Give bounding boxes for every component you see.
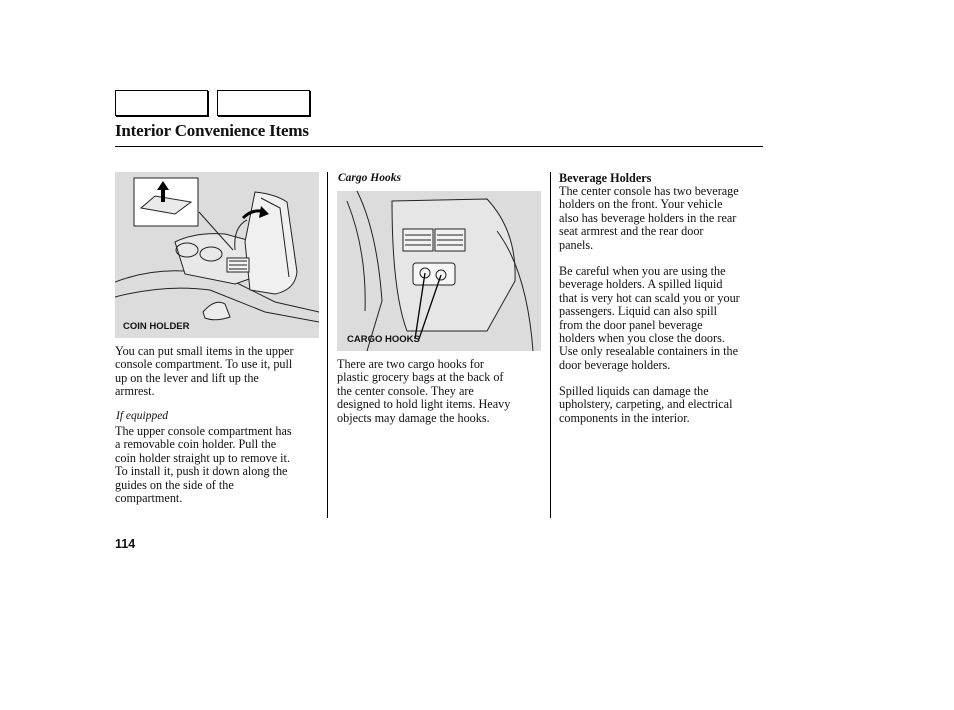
page-number: 114	[115, 537, 136, 551]
beverage-holders-text-3: Spilled liquids can damage the upholstery, carpeting, and electrical components in the interior.	[559, 384, 733, 425]
cargo-hooks-text: There are two cargo hooks for plastic grocery bags at the back of the center console. They are designed to hold light items. Heavy objects may damage the hooks.	[337, 357, 511, 425]
title-rule	[115, 146, 763, 147]
nav-tab-2[interactable]	[217, 90, 310, 116]
nav-tab-1[interactable]	[115, 90, 208, 116]
if-equipped-note: If equipped	[116, 410, 169, 422]
upper-console-text: You can put small items in the upper console compartment. To use it, pull up on the lever and lift up the armrest.	[115, 344, 294, 399]
cargo-hooks-caption: CARGO HOOKS	[347, 334, 420, 345]
cargo-hooks-figure	[337, 191, 541, 351]
beverage-holders-text-1: The center console has two beverage holders on the front. Your vehicle also has beverage holders in the rear seat armrest and the rear door panels.	[559, 184, 739, 252]
beverage-holders-heading: Beverage Holders	[559, 171, 652, 185]
coin-holder-caption: COIN HOLDER	[123, 321, 190, 332]
coin-holder-figure	[115, 172, 319, 338]
column-divider-2	[550, 172, 551, 518]
coin-holder-illustration	[115, 172, 319, 338]
cargo-hooks-illustration	[337, 191, 541, 351]
cargo-hooks-heading: Cargo Hooks	[338, 172, 401, 184]
coin-holder-text: The upper console compartment has a removable coin holder. Pull the coin holder straight up to remove it. To install it, push it down along the guides on the side of the compartment.	[115, 424, 292, 506]
column-divider-1	[327, 172, 328, 518]
page-title: Interior Convenience Items	[115, 121, 309, 140]
beverage-holders-text-2: Be careful when you are using the beverage holders. A spilled liquid that is very hot can scald you or your passengers. Liquid can also spill from the door panel beverage holders when you close the doors. Use only resealable containers in the door beverage holders.	[559, 264, 740, 372]
